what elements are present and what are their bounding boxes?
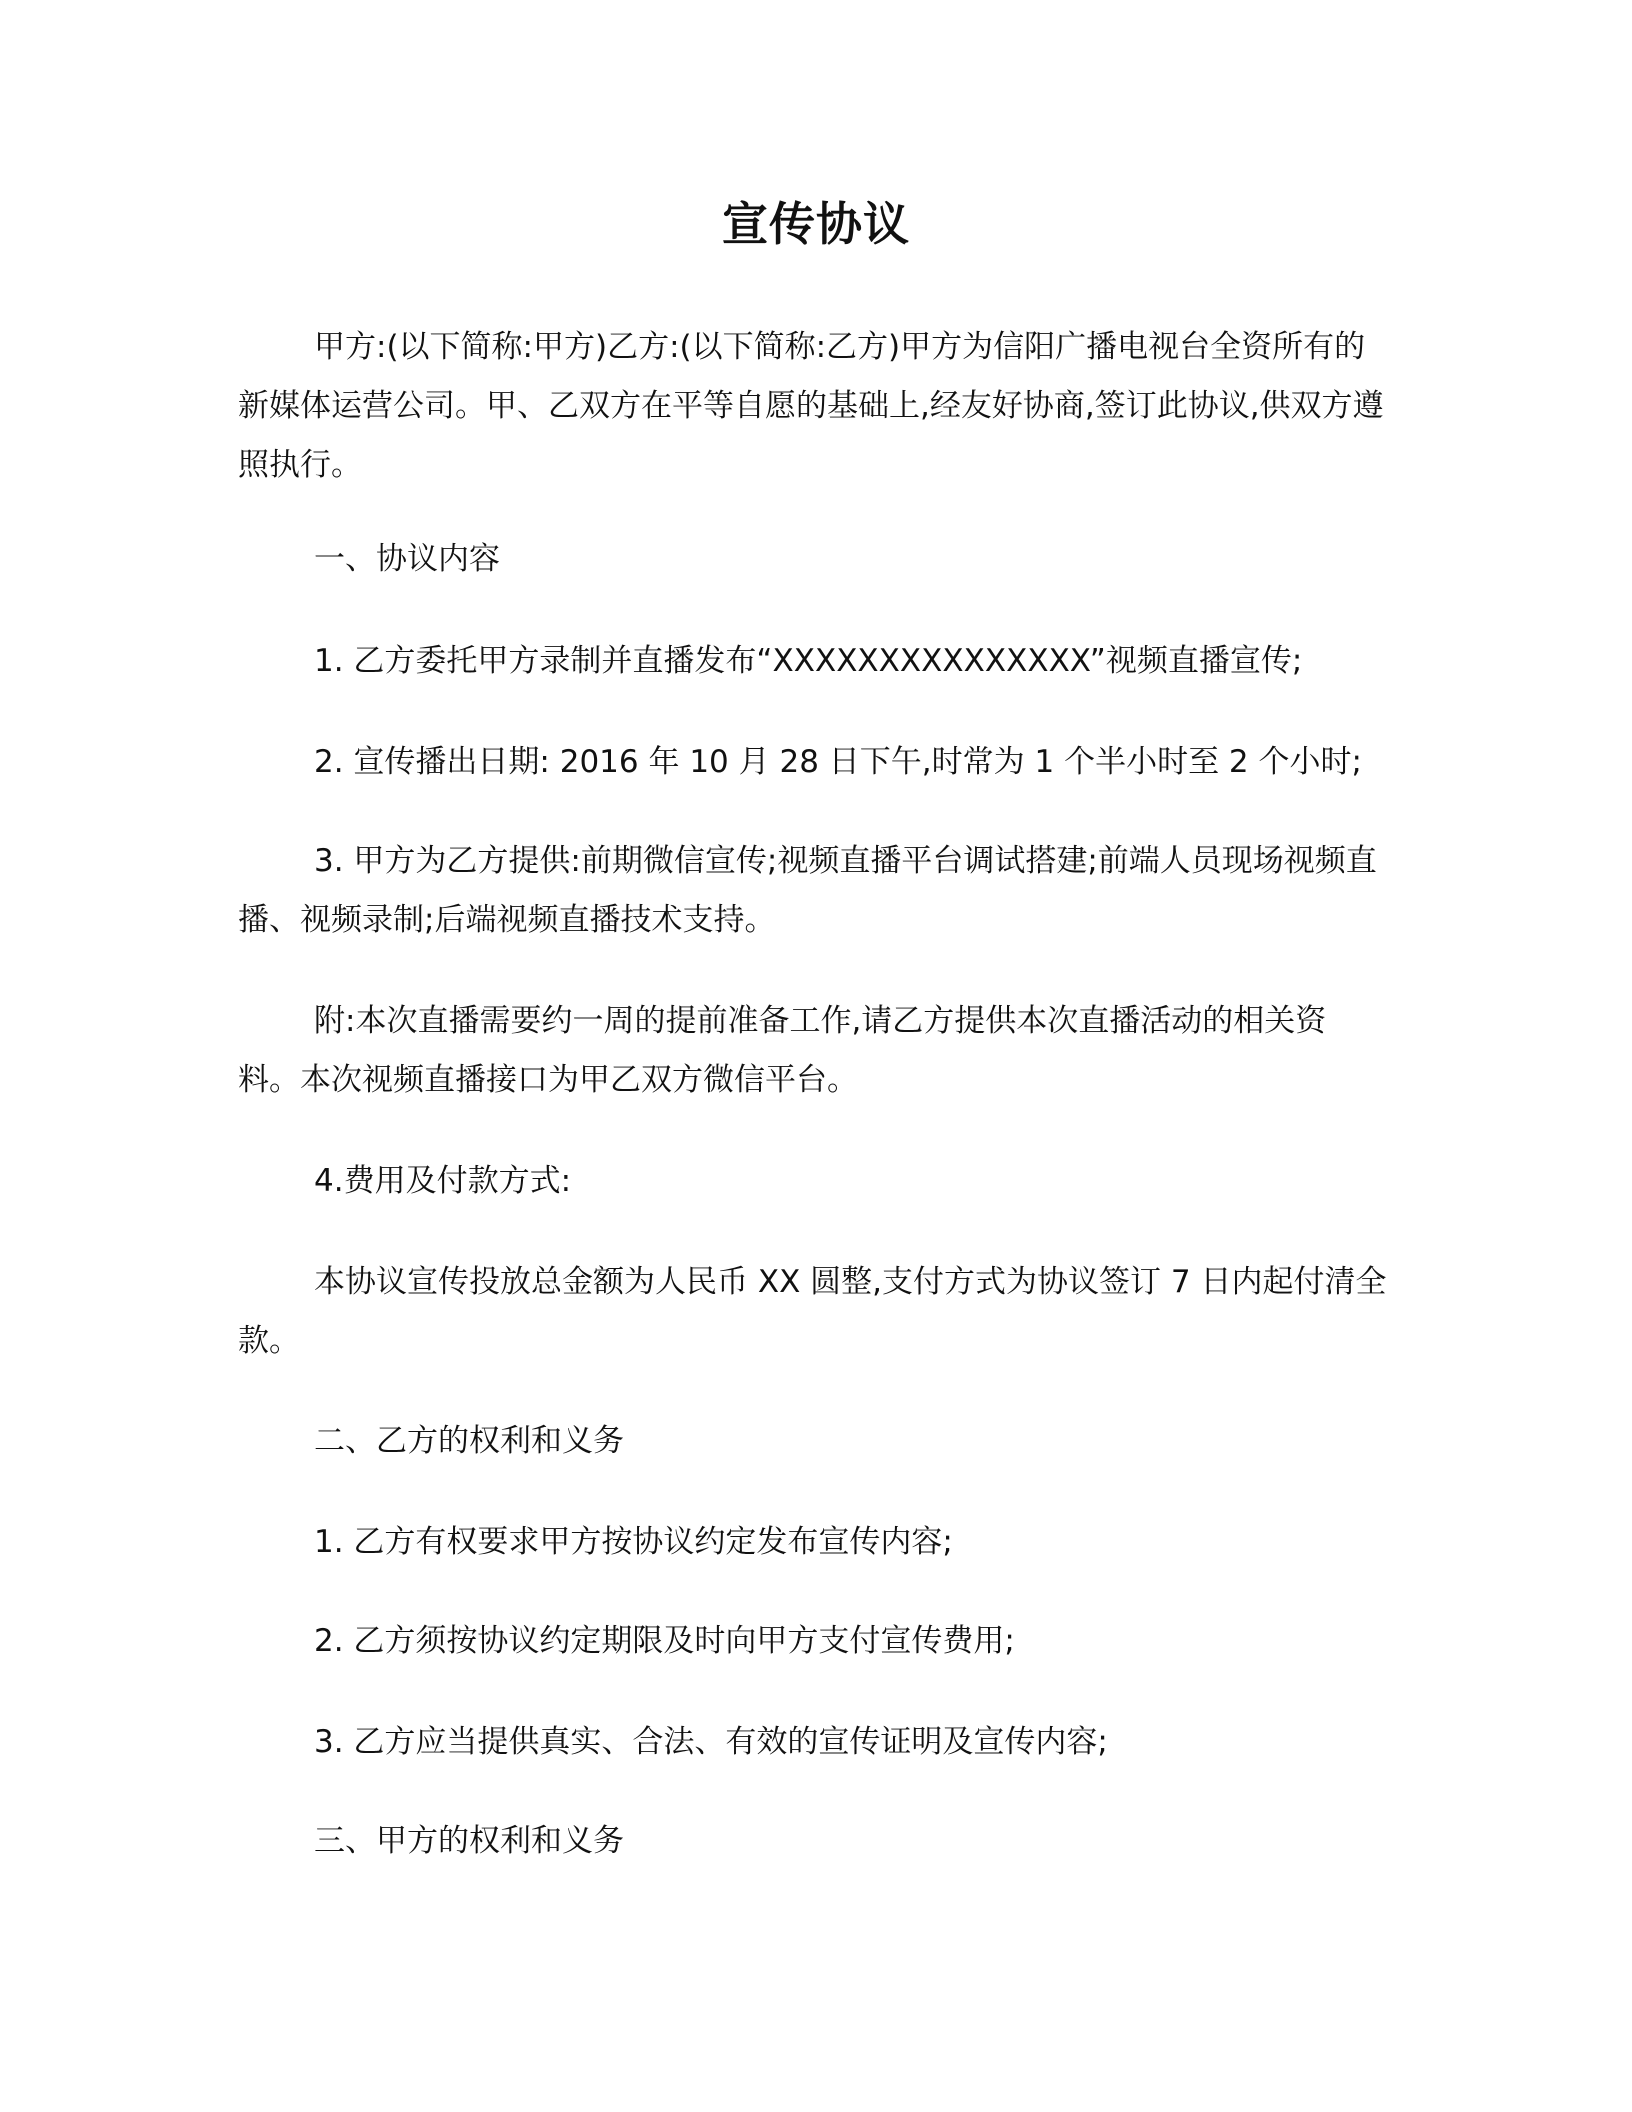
appendix-note: 附:本次直播需要约一周的提前准备工作,请乙方提供本次直播活动的相关资料。本次视频直播接口为甲乙双方微信平台。 [238, 1003, 1327, 1098]
section-heading-party-b-rights: 二、乙方的权利和义务 [314, 1423, 624, 1459]
document-title: 宣传协议 [722, 197, 910, 251]
party-b-clause-2: 2. 乙方须按协议约定期限及时向甲方支付宣传费用; [314, 1623, 1015, 1659]
clause-4-fees-heading: 4.费用及付款方式: [314, 1163, 572, 1199]
clause-2-broadcast-date: 2. 宣传播出日期: 2016 年 10 月 28 日下午,时常为 1 个半小时至 2 个小时; [314, 744, 1362, 780]
party-b-clause-1: 1. 乙方有权要求甲方按协议约定发布宣传内容; [314, 1524, 953, 1560]
section-heading-party-a-rights: 三、甲方的权利和义务 [314, 1823, 624, 1859]
fee-paragraph: 本协议宣传投放总金额为人民币 XX 圆整,支付方式为协议签订 7 日内起付清全款。 [238, 1264, 1387, 1359]
section-heading-agreement-content: 一、协议内容 [314, 541, 500, 577]
party-b-clause-3: 3. 乙方应当提供真实、合法、有效的宣传证明及宣传内容; [314, 1724, 1108, 1760]
intro-paragraph: 甲方:(以下简称:甲方)乙方:(以下简称:乙方)甲方为信阳广播电视台全资所有的新媒体运营公司。甲、乙双方在平等自愿的基础上,经友好协商,签订此协议,供双方遵照执行。 [238, 329, 1384, 483]
clause-3-services: 3. 甲方为乙方提供:前期微信宣传;视频直播平台调试搭建;前端人员现场视频直播、视频录制;后端视频直播技术支持。 [238, 843, 1377, 938]
clause-1-entrust: 1. 乙方委托甲方录制并直播发布“XXXXXXXXXXXXXXX”视频直播宣传; [314, 643, 1303, 679]
